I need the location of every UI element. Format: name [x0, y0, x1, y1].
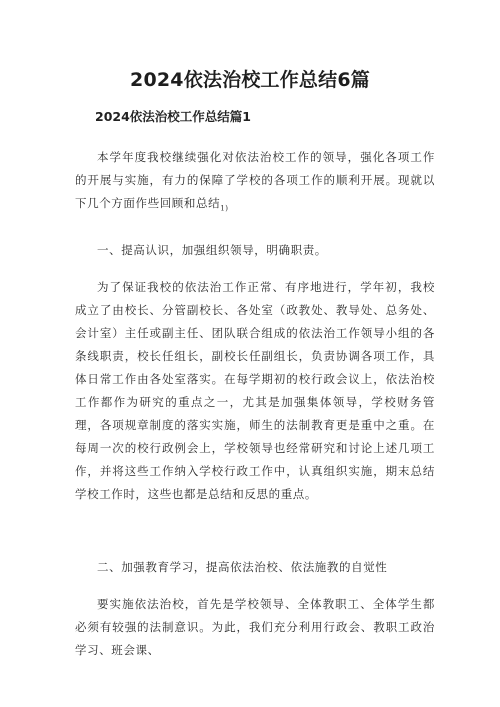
intro-paragraph-text: 本学年度我校继续强化对依法治校工作的领导，强化各项工作的开展与实施，有力的保障了学校的各项工作的顺利开展。现就以下几个方面作些回顾和总结 [75, 150, 435, 210]
footnote-mark: 1) [220, 204, 229, 213]
document-title: 2024依法治校工作总结6篇 [130, 69, 370, 91]
intro-paragraph [75, 146, 435, 220]
body-paragraph-2: 为了保证我校的依法治工作正常、有序地进行，学年初，我校成立了由校长、分管副校长、各处室（政教处、教导处、总务处、会计室）主任或副主任、团队联合组成的依法治工作领导小组的各条线职责，校长任组长，副校长任副组长，负责协调各项工作，具体日常工作由各处室落实。在每学期初的校行政会议上，依法治校工作都作为研究的重点之一，尤其是加强集体领导，学校财务管理，各项规章制度的落实实施，师生的法制教育更是重中之重。在每周一次的校行政例会上，学校领导也经常研究和讨论上述几项工作，并将这些工作纳入学校行政工作中，认真组织实施，期末总结学校工作时，这些也都是总结和反思的重点。 [75, 280, 435, 501]
section-title: 2024依法治校工作总结篇1 [95, 109, 251, 124]
section-heading-2: 二、加强教育学习，提高依法治校、依法施教的自觉性 [97, 560, 388, 574]
body-paragraph-3: 要实施依法治校，首先是学校领导、全体教职工、全体学生都必须有较强的法制意识。为此，我们充分利用行政会、教职工政治学习、班会课、 [75, 597, 435, 657]
section-heading-1: 一、提高认识，加强组织领导，明确职责。 [97, 243, 327, 257]
